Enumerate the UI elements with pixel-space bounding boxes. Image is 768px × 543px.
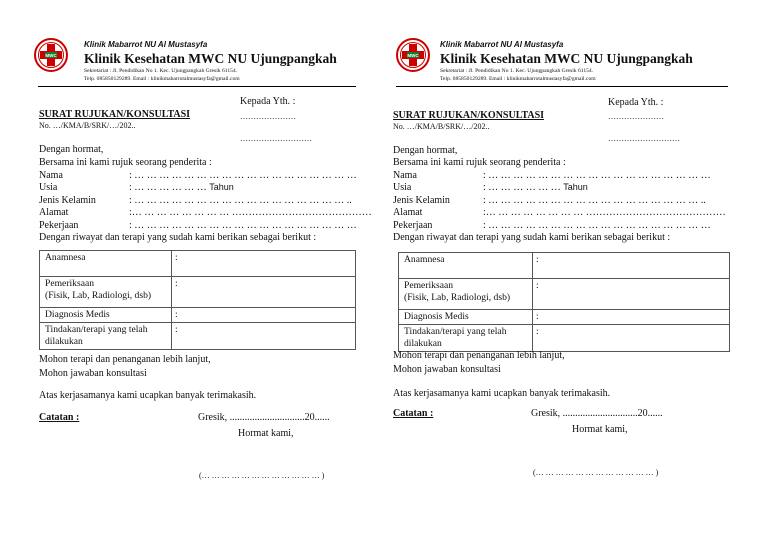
clinic-logo-icon — [396, 38, 430, 72]
closing-line-2: Mohon jawaban konsultasi — [393, 364, 501, 375]
row-label: Anamnesa — [399, 253, 533, 279]
greeting: Dengan hormat, — [393, 145, 458, 156]
row-value: : — [533, 253, 730, 279]
medical-table — [398, 252, 730, 352]
row-value: : — [172, 323, 356, 350]
row-value: : — [172, 277, 356, 308]
row-label: Diagnosis Medis — [40, 308, 172, 323]
table-row — [399, 310, 730, 325]
table-row — [40, 251, 356, 277]
place-date: Gresik, ..............................20...... — [198, 412, 330, 423]
row-value: : — [172, 251, 356, 277]
form-title: SURAT RUJUKAN/KONSULTASI — [393, 110, 545, 121]
kepada-line-1: ………………… — [240, 112, 296, 121]
field-alamat: Alamat :… … … … … … … … …………………………………… — [393, 207, 726, 218]
clinic-name: Klinik Kesehatan MWC NU Ujungpangkah — [440, 51, 693, 66]
closing-line-1: Mohon terapi dan penanganan lebih lanjut, — [39, 354, 211, 365]
table-row — [399, 253, 730, 279]
row-label: Pemeriksaan (Fisik, Lab, Radiologi, dsb) — [40, 277, 172, 308]
field-nama: Nama : … … … … … … … … … … … … … … … … … … — [393, 170, 711, 181]
row-value: : — [172, 308, 356, 323]
thanks-text: Atas kerjasamanya kami ucapkan banyak terimakasih. — [393, 388, 611, 399]
table-row — [399, 325, 730, 352]
row-value: : — [533, 279, 730, 310]
kepada-line-1: ………………… — [608, 112, 664, 121]
org-name: Klinik Mabarrot NU Al Mustasyfa — [84, 40, 208, 49]
clinic-name: Klinik Kesehatan MWC NU Ujungpangkah — [84, 51, 337, 66]
field-jenis-kelamin: Jenis Kelamin : … … … … … … … … … … … … … … … … … .. — [39, 195, 352, 206]
history-text: Dengan riwayat dan terapi yang sudah kami berikan sebagai berikut : — [393, 232, 671, 243]
regards-text: Hormat kami, — [238, 428, 294, 439]
clinic-contact: Telp. 085850129289. Email : klinikmabarrotalmustasyfa@gmail.com — [84, 76, 240, 82]
form-number: No. …/KMA/B/SRK/…/202.. — [39, 121, 136, 130]
field-alamat: Alamat :… … … … … … … … …………………………………… — [39, 207, 372, 218]
field-nama: Nama : … … … … … … … … … … … … … … … … … … — [39, 170, 357, 181]
svg-text:MWC: MWC — [407, 53, 419, 58]
form-title: SURAT RUJUKAN/KONSULTASI — [39, 109, 191, 120]
greeting: Dengan hormat, — [39, 144, 104, 155]
field-jenis-kelamin: Jenis Kelamin : … … … … … … … … … … … … … … … … … .. — [393, 195, 706, 206]
row-label: Tindakan/terapi yang telah dilakukan — [40, 323, 172, 350]
clinic-logo-icon — [34, 38, 68, 72]
referral-form-right — [384, 0, 768, 543]
row-value: : — [533, 325, 730, 352]
row-value: : — [533, 310, 730, 325]
regards-text: Hormat kami, — [572, 424, 628, 435]
row-label: Pemeriksaan (Fisik, Lab, Radiologi, dsb) — [399, 279, 533, 310]
row-label: Diagnosis Medis — [399, 310, 533, 325]
place-date: Gresik, ..............................20...... — [531, 408, 663, 419]
row-label: Anamnesa — [40, 251, 172, 277]
signature-line: (… … … … … … … … … … … … ) — [533, 468, 659, 477]
thanks-text: Atas kerjasamanya kami ucapkan banyak terimakasih. — [39, 390, 257, 401]
catatan-label: Catatan : — [39, 412, 80, 423]
history-text: Dengan riwayat dan terapi yang sudah kami berikan sebagai berikut : — [39, 232, 317, 243]
field-pekerjaan: Pekerjaan : … … … … … … … … … … … … … … … … … … — [39, 220, 357, 231]
header-divider — [38, 86, 356, 87]
closing-line-2: Mohon jawaban konsultasi — [39, 368, 147, 379]
clinic-address: Sekretariat : Jl. Pendidikan No 1. Kec. Ujungpangkah Gresik 61154. — [84, 68, 238, 74]
form-number: No. …/KMA/B/SRK/…/202.. — [393, 122, 490, 131]
signature-line: (… … … … … … … … … … … … ) — [199, 471, 325, 480]
table-row — [399, 279, 730, 310]
medical-table — [39, 250, 356, 350]
header-divider — [396, 86, 728, 87]
clinic-contact: Telp. 085850129289. Email : klinikmabarrotalmustasyfa@gmail.com — [440, 76, 596, 82]
field-pekerjaan: Pekerjaan : … … … … … … … … … … … … … … … … … … — [393, 220, 711, 231]
field-usia: Usia : … … … … … … Tahun — [393, 182, 588, 193]
intro-text: Bersama ini kami rujuk seorang penderita : — [39, 157, 212, 168]
kepada-line-2: ……………………… — [240, 134, 312, 143]
kepada-line-2: ……………………… — [608, 134, 680, 143]
table-row — [40, 323, 356, 350]
intro-text: Bersama ini kami rujuk seorang penderita : — [393, 157, 566, 168]
table-row — [40, 277, 356, 308]
kepada-label: Kepada Yth. : — [240, 96, 296, 107]
table-row — [40, 308, 356, 323]
clinic-address: Sekretariat : Jl. Pendidikan No 1. Kec. Ujungpangkah Gresik 61154. — [440, 68, 594, 74]
catatan-label: Catatan : — [393, 408, 434, 419]
kepada-label: Kepada Yth. : — [608, 97, 664, 108]
closing-line-1: Mohon terapi dan penanganan lebih lanjut, — [393, 350, 565, 361]
field-usia: Usia : … … … … … … Tahun — [39, 182, 234, 193]
row-label: Tindakan/terapi yang telah dilakukan — [399, 325, 533, 352]
org-name: Klinik Mabarrot NU Al Mustasyfa — [440, 40, 564, 49]
svg-text:MWC: MWC — [45, 53, 57, 58]
